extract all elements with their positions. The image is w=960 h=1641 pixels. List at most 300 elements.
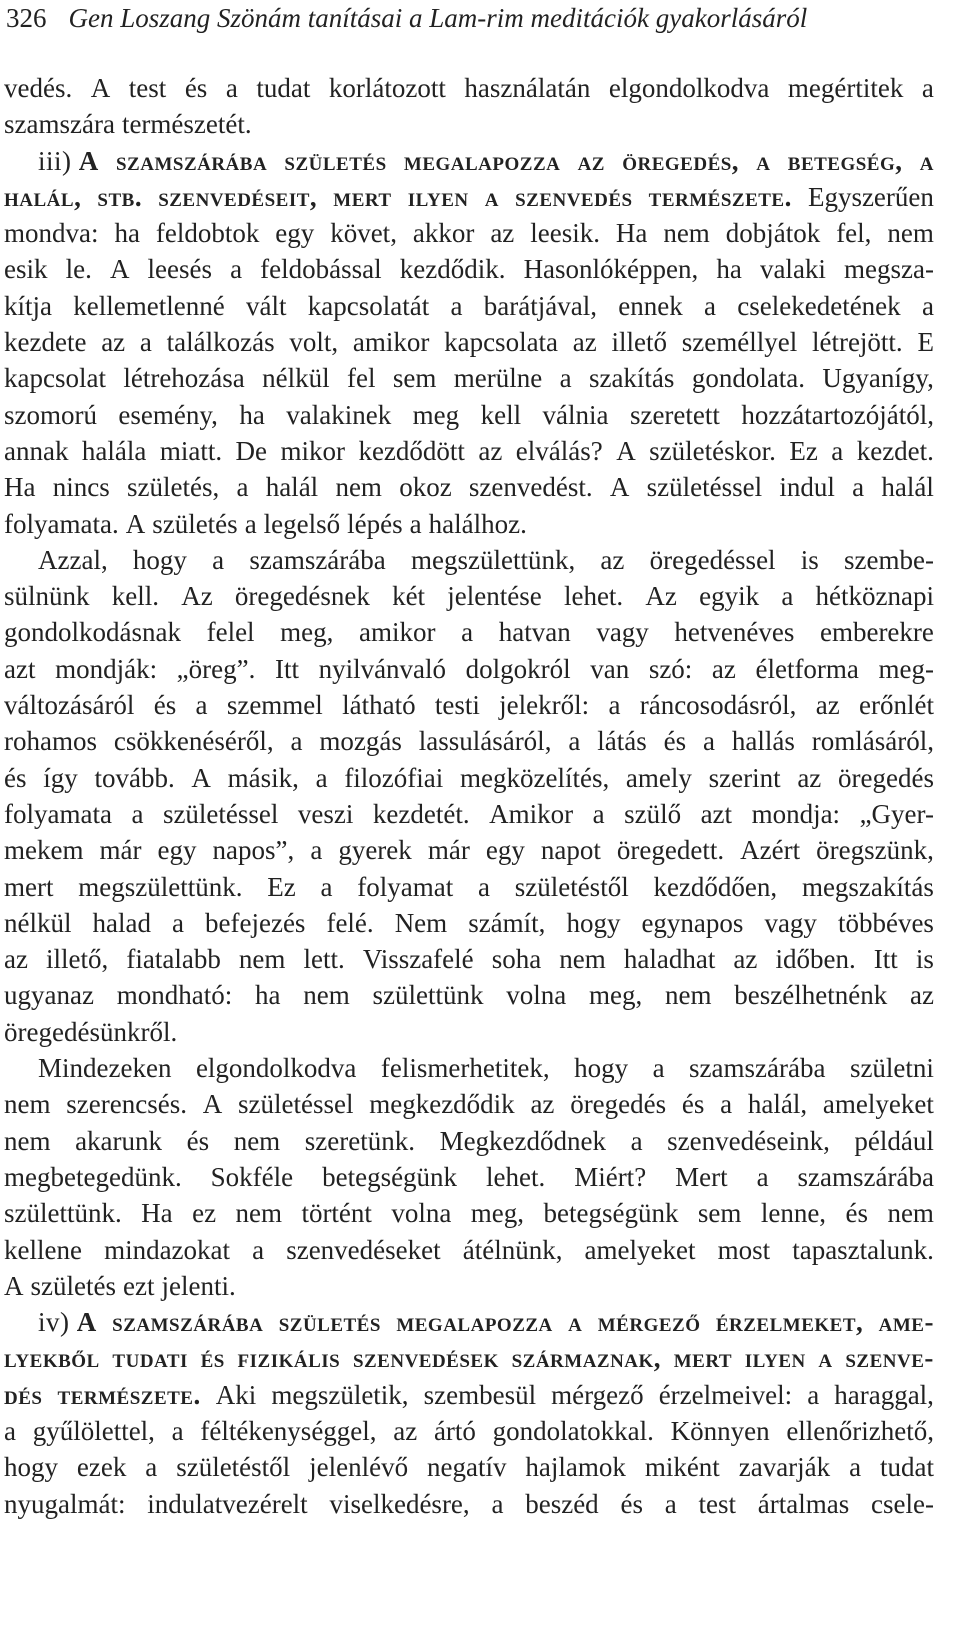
word: halad: [92, 907, 151, 938]
word: soha: [491, 944, 542, 975]
word: akarunk: [75, 1125, 163, 1156]
text-line: [4, 1268, 934, 1304]
word: barátjával,: [483, 290, 597, 321]
word: azt: [4, 653, 36, 684]
word: meg,: [470, 1198, 525, 1229]
text-line: [4, 832, 934, 868]
word: Sokféle: [210, 1161, 294, 1192]
word: a: [831, 435, 844, 466]
word: betegségünk: [322, 1161, 458, 1192]
word: a: [568, 1307, 583, 1338]
word: a: [244, 508, 257, 539]
word: volna: [391, 1198, 452, 1229]
word: a: [315, 762, 328, 793]
word: a: [450, 290, 463, 321]
word: Visszafelé: [362, 944, 474, 975]
word: az: [101, 327, 126, 358]
word: szomorú: [4, 399, 97, 430]
word: a: [664, 1488, 677, 1519]
word: jelenlévő: [309, 1452, 409, 1483]
word: folyamata.: [4, 508, 119, 539]
word: a: [230, 254, 243, 285]
word: nem: [4, 1089, 51, 1120]
text-line: [4, 1123, 934, 1159]
word: származnak,: [511, 1343, 662, 1374]
word: A: [191, 762, 211, 793]
word: ez: [192, 1198, 217, 1229]
word: esik: [4, 254, 48, 285]
word: Mert: [675, 1161, 728, 1192]
word: az: [711, 653, 736, 684]
word: az: [577, 145, 605, 176]
word: megbetegedünk.: [4, 1161, 182, 1192]
word: születtünk: [372, 980, 484, 1011]
word: Ez: [789, 435, 818, 466]
word: a: [491, 1488, 504, 1519]
word: a: [4, 1415, 16, 1446]
word: az: [797, 762, 822, 793]
word: gondolkodásnak: [4, 617, 181, 648]
word: lehet.: [486, 1161, 546, 1192]
word: jelekről:: [499, 690, 590, 721]
text-line: [4, 506, 934, 542]
word: valaki: [759, 254, 826, 285]
word: egy: [275, 218, 315, 249]
word: halálhoz.: [428, 508, 527, 539]
word: azt: [700, 798, 733, 829]
word: a: [409, 508, 422, 539]
word: tudat: [256, 73, 311, 103]
text-line: [4, 288, 934, 324]
word: „öreg”.: [176, 653, 256, 684]
word: Egyszerűen: [807, 181, 934, 212]
word: születtünk.: [4, 1198, 122, 1229]
word: emberekre: [819, 617, 934, 648]
text-line: [4, 614, 934, 650]
word: tudati: [112, 1343, 188, 1374]
word: befejezés: [205, 907, 306, 938]
word: hogy: [574, 1053, 629, 1084]
word: A: [609, 472, 630, 503]
word: amikor: [359, 617, 436, 648]
text-line: [4, 1377, 934, 1413]
word: nem: [559, 944, 606, 975]
word: amikor: [352, 327, 430, 358]
word: merülne: [453, 363, 543, 394]
text-line: [4, 324, 934, 360]
word: természete.: [57, 1379, 201, 1410]
word: már: [427, 835, 470, 866]
word: megszületik,: [271, 1379, 409, 1410]
word: ellenőrizhető,: [786, 1415, 934, 1446]
word: a: [608, 690, 621, 721]
text-line: [4, 1195, 934, 1231]
text-line: [4, 469, 934, 505]
word: kell.: [111, 581, 159, 612]
word: van: [590, 653, 630, 684]
word: mozgás: [319, 726, 402, 757]
text-line: [4, 143, 934, 179]
word: mérgező: [597, 1307, 701, 1338]
word: lyekből: [4, 1343, 100, 1374]
text-line: [4, 1232, 934, 1268]
word: számít,: [468, 907, 546, 938]
word: és: [663, 726, 687, 757]
word: leesés: [147, 254, 212, 285]
word: ugyanaz: [4, 980, 94, 1011]
word: kapcsolatát: [307, 290, 430, 321]
word: öregedés: [570, 1089, 667, 1120]
word: Azzal,: [38, 544, 108, 575]
word: szamszárába: [689, 1053, 826, 1084]
word: szembe-: [844, 544, 934, 575]
word: vált: [246, 290, 287, 321]
word: az: [600, 544, 625, 575]
word: beszélhetnénk: [734, 980, 888, 1011]
text-line: [4, 1086, 934, 1122]
word: mindazokat: [104, 1234, 231, 1265]
word: fiatalabb: [126, 944, 221, 975]
word: viselkedésre,: [329, 1488, 470, 1519]
word: le.: [65, 254, 92, 285]
word: mondható:: [116, 980, 233, 1011]
word: az: [4, 944, 28, 975]
word: fizikális: [237, 1343, 341, 1374]
word: nélkül: [4, 907, 72, 938]
word: személlyel: [681, 327, 798, 358]
word: egy: [485, 835, 525, 866]
text-line: [4, 1413, 934, 1449]
word: másik,: [227, 762, 299, 793]
word: a: [702, 726, 715, 757]
word: születés: [278, 1307, 381, 1338]
word: veszi: [297, 798, 354, 829]
word: szülő: [624, 798, 682, 829]
word: ame-: [878, 1307, 934, 1338]
word: halála: [81, 435, 147, 466]
word: és: [620, 1488, 643, 1519]
word: a: [131, 798, 144, 829]
word: korlátozott: [328, 73, 446, 103]
word: „Gyer-: [859, 798, 934, 829]
word: rohamos: [4, 726, 97, 757]
word: esemény,: [118, 399, 218, 430]
word: a: [171, 1415, 184, 1446]
word: E: [917, 327, 934, 358]
word: lehet.: [563, 581, 624, 612]
word: a: [212, 544, 225, 575]
word: például: [854, 1125, 934, 1156]
word: lassulásáról,: [418, 726, 552, 757]
word: feldobtok: [155, 218, 260, 249]
word: válnia: [542, 399, 609, 430]
word: látás: [597, 726, 647, 757]
word: változásáról: [4, 690, 135, 721]
word: Ez: [267, 871, 296, 902]
word: mekem: [4, 835, 84, 866]
word: szenvedést.: [468, 472, 593, 503]
word: a: [195, 690, 208, 721]
word: és: [4, 762, 27, 793]
word: a: [592, 798, 605, 829]
word: Az: [645, 581, 677, 612]
word: kezdődően,: [653, 871, 778, 902]
word: test: [128, 73, 167, 103]
word: a: [320, 871, 333, 902]
word: nem: [335, 472, 382, 503]
word: indul: [779, 472, 835, 503]
word: a: [145, 1452, 158, 1483]
text-line: [4, 1486, 934, 1522]
word: ezt: [122, 1270, 155, 1301]
word: szenve-: [845, 1343, 934, 1374]
word: Ha: [4, 472, 36, 503]
word: születéstől: [176, 1452, 291, 1483]
word: a: [919, 145, 934, 176]
word: jelentése: [447, 581, 542, 612]
word: nem: [665, 980, 712, 1011]
word: erőnlét: [858, 690, 934, 721]
word: meg,: [589, 980, 643, 1011]
word: A: [4, 1270, 24, 1301]
word: szerint: [708, 762, 781, 793]
word: Mindezeken: [38, 1053, 172, 1084]
word: szemmel: [226, 690, 323, 721]
word: amelyeket: [822, 1089, 934, 1120]
word: a: [807, 1379, 820, 1410]
word: kezdődik.: [399, 254, 506, 285]
word: és: [153, 690, 177, 721]
word: Ugyanígy,: [822, 363, 934, 394]
word: ha: [239, 399, 265, 430]
word: használatán: [464, 73, 591, 103]
word: kapcsolata: [444, 327, 559, 358]
word: szamszárába: [249, 544, 386, 575]
word: akkor: [412, 218, 475, 249]
word: a: [704, 290, 716, 321]
word: kezdődött: [358, 435, 465, 466]
word: a: [225, 73, 238, 103]
word: halál,: [747, 1089, 808, 1120]
word: megközelítés,: [460, 762, 610, 793]
word: lett.: [303, 944, 345, 975]
word: követ,: [330, 218, 397, 249]
word: felismerhetitek,: [380, 1053, 550, 1084]
text-line: [4, 1449, 934, 1485]
word: nem: [663, 218, 710, 249]
word: gyűlölettel,: [32, 1415, 155, 1446]
word: szenvedéseket: [286, 1234, 441, 1265]
word: lenne,: [760, 1198, 827, 1229]
word: vagy: [596, 617, 649, 648]
word: kellene: [4, 1234, 82, 1265]
word: ha: [254, 980, 281, 1011]
word: az: [910, 980, 934, 1011]
word: már: [99, 835, 142, 866]
word: elgondolkodva: [195, 1053, 357, 1084]
word: felel: [206, 617, 255, 648]
word: negatív: [427, 1452, 507, 1483]
word: tapasztalunk.: [792, 1234, 934, 1265]
word: meg: [412, 399, 460, 430]
text-line: [4, 905, 934, 941]
word: kell: [480, 399, 522, 430]
word: Ha: [141, 1198, 173, 1229]
word: illető: [611, 327, 668, 358]
word: mikor: [280, 435, 345, 466]
word: Az: [181, 581, 213, 612]
word: Könnyen: [670, 1415, 770, 1446]
word: tovább.: [94, 762, 175, 793]
word: szamszárába: [797, 1161, 934, 1192]
word: nincs: [52, 472, 110, 503]
word: meg-: [878, 653, 934, 684]
word: születés,: [126, 472, 220, 503]
word: A: [109, 254, 130, 285]
word: hétköznapi: [815, 581, 934, 612]
word: hallás: [731, 726, 795, 757]
word: ráncosodásról,: [639, 690, 797, 721]
word: volt,: [289, 327, 339, 358]
word: szó:: [648, 653, 693, 684]
word: amely: [625, 762, 692, 793]
text-line: [4, 106, 934, 142]
word: a: [310, 835, 323, 866]
word: felé.: [326, 907, 374, 938]
word: nem: [235, 1198, 282, 1229]
word: folyamat: [357, 871, 454, 902]
word: nyilvánvaló: [318, 653, 447, 684]
word: mérgező: [551, 1379, 644, 1410]
word: a: [720, 1089, 733, 1120]
word: mert: [4, 871, 54, 902]
text-line: [4, 687, 934, 723]
word: elválás?: [515, 435, 603, 466]
word: a: [652, 1053, 665, 1084]
text-line: [4, 1159, 934, 1195]
text-line: [4, 796, 934, 832]
word: a: [756, 145, 771, 176]
word: szeretünk.: [304, 1125, 415, 1156]
word: testi: [434, 690, 480, 721]
word: Miért?: [574, 1161, 647, 1192]
word: a: [484, 181, 499, 212]
list-marker: iii) A: [38, 145, 99, 176]
word: a: [477, 871, 490, 902]
word: mondják:: [55, 653, 158, 684]
word: csökkenéséről,: [113, 726, 274, 757]
text-line: [4, 397, 934, 433]
word: jelenti.: [161, 1270, 236, 1301]
word: szamszára: [4, 109, 115, 140]
word: hajlamok: [525, 1452, 626, 1483]
word: születés: [30, 1270, 116, 1301]
word: nélkül: [262, 363, 330, 394]
word: a: [139, 327, 152, 358]
word: legelső: [263, 508, 341, 539]
word: stb.: [97, 181, 143, 212]
word: sülnünk: [4, 581, 90, 612]
word: fel,: [836, 218, 872, 249]
word: volna: [506, 980, 567, 1011]
word: az: [815, 690, 840, 721]
word: nem: [887, 218, 934, 249]
word: vagy: [764, 907, 817, 938]
word: csele-: [871, 1488, 934, 1519]
word: a: [849, 1452, 862, 1483]
word: ártalmas: [757, 1488, 850, 1519]
word: születéssel: [646, 472, 763, 503]
word: meg,: [280, 617, 334, 648]
word: hetvenéves: [674, 617, 795, 648]
word: is: [915, 944, 934, 975]
word: féltékenységgel,: [200, 1415, 377, 1446]
word: időben.: [775, 944, 856, 975]
word: betegségünk: [543, 1198, 679, 1229]
word: lépés: [347, 508, 403, 539]
word: amelyeket: [584, 1234, 696, 1265]
word: megszülettünk,: [410, 544, 576, 575]
word: a: [921, 290, 934, 321]
word: egynapos: [641, 907, 744, 938]
word: betegség,: [787, 145, 903, 176]
word: annak: [4, 435, 69, 466]
word: az: [490, 218, 515, 249]
word: a: [921, 73, 934, 103]
word: mert: [333, 181, 392, 212]
word: létrejött.: [811, 327, 903, 358]
word: gondolatokkal.: [492, 1415, 654, 1446]
word: szakítás: [588, 363, 675, 394]
word: születéssel: [237, 1089, 354, 1120]
text-line: [4, 215, 934, 251]
word: és: [186, 1125, 210, 1156]
word: halál: [265, 472, 319, 503]
text-line: [4, 1014, 934, 1050]
word: érzelmeket,: [715, 1307, 864, 1338]
text-line: [4, 760, 934, 796]
text-line: [4, 977, 934, 1013]
word: tudat: [880, 1452, 934, 1483]
word: szenvedés: [515, 181, 633, 212]
word: mondva:: [4, 218, 99, 249]
word: megsza-: [844, 254, 934, 285]
word: ezek: [76, 1452, 127, 1483]
word: megkezdődik: [369, 1089, 515, 1120]
word: ártó: [433, 1415, 476, 1446]
word: sem: [392, 363, 437, 394]
text-line: [4, 360, 934, 396]
word: dobjátok: [725, 218, 821, 249]
word: romlásáról,: [811, 726, 934, 757]
word: a: [172, 907, 184, 938]
word: valakinek: [286, 399, 392, 430]
word: öregedéssel: [649, 544, 776, 575]
word: De: [235, 435, 268, 466]
word: haladhat: [623, 944, 716, 975]
word: szerencsés.: [66, 1089, 187, 1120]
word: kellemetlenné: [73, 290, 225, 321]
word: történt: [301, 1198, 372, 1229]
word: ha: [114, 218, 140, 249]
word: az: [572, 327, 597, 358]
word: nem: [887, 1198, 934, 1229]
word: és: [845, 1198, 868, 1229]
word: nem: [233, 1125, 281, 1156]
text-line: [4, 542, 934, 578]
word: Hasonlóképpen,: [523, 254, 699, 285]
text-line: [4, 251, 934, 287]
